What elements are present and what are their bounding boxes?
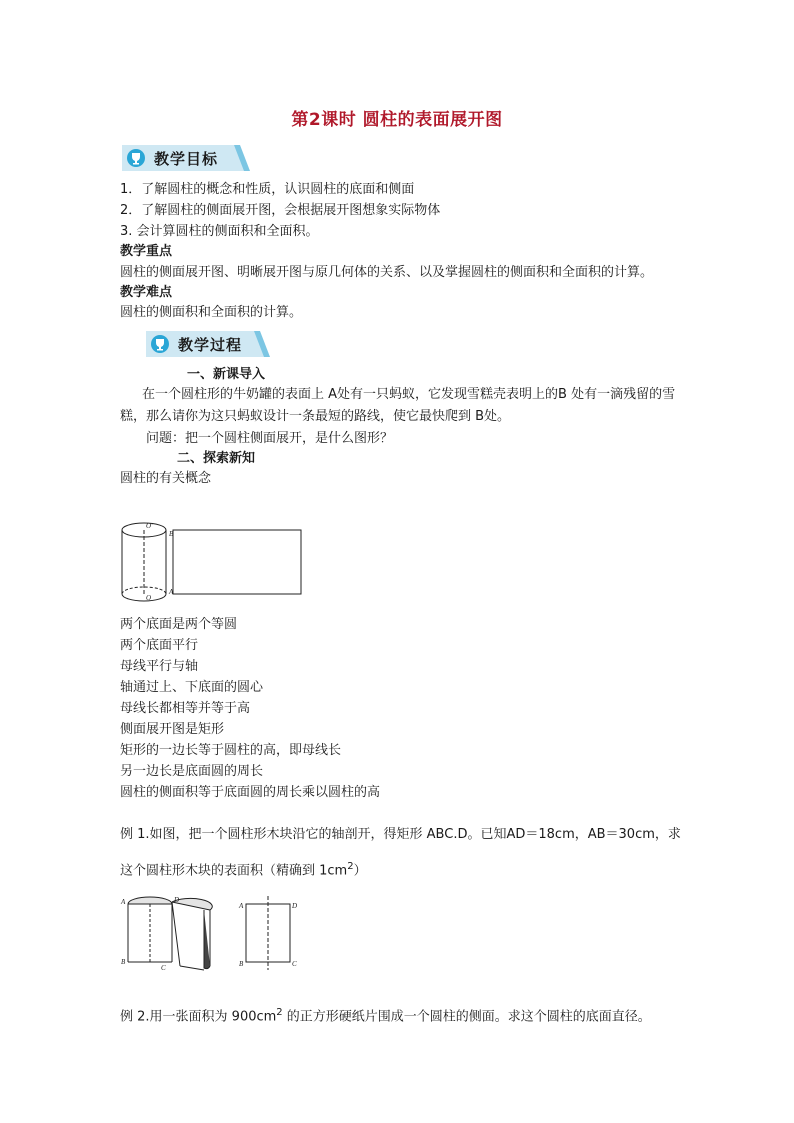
example1-line1: 例 1.如图，把一个圆柱形木块沿它的轴剖开，得矩形 ABC.D。已知AD＝18cm，AB＝30cm，求	[120, 827, 681, 842]
cylinder-cut-figure	[118, 892, 308, 974]
example2-superscript: 2	[276, 1007, 283, 1018]
label-d2: D	[292, 902, 298, 910]
label-b: B	[121, 958, 126, 966]
key-points-heading: 教学重点	[120, 244, 173, 259]
property-1: 两个底面是两个等圆	[120, 617, 238, 632]
section-banner-objectives	[122, 145, 250, 171]
section-banner-process	[146, 331, 270, 357]
example2-text: 例 2.用一张面积为 900cm	[120, 1009, 277, 1025]
label-o-bottom: O	[146, 594, 152, 602]
property-2: 两个底面平行	[120, 638, 199, 653]
property-6: 侧面展开图是矩形	[120, 722, 225, 737]
property-8: 另一边长是底面圆的周长	[120, 764, 264, 779]
label-o-top: O'	[146, 522, 153, 530]
label-b: B	[169, 530, 174, 538]
concept-label: 圆柱的有关概念	[120, 471, 212, 486]
label-a: A	[169, 588, 174, 596]
example1-line2	[120, 858, 367, 880]
example2-text-rest: 的正方形硬纸片围成一个圆柱的侧面。求这个圆柱的底面直径。	[282, 1009, 651, 1025]
objective-item-3: 3. 会计算圆柱的侧面积和全面积。	[120, 224, 319, 239]
difficult-points-text: 圆柱的侧面积和全面积的计算。	[120, 305, 303, 320]
banner-label: 教学目标	[154, 150, 219, 168]
key-points-text: 圆柱的侧面展开图、明晰展开图与原几何体的关系、以及掌握圆柱的侧面积和全面积的计算。	[120, 265, 654, 280]
property-5: 母线长都相等并等于高	[120, 701, 251, 716]
part1-heading: 一、新课导入	[187, 367, 266, 382]
property-9: 圆柱的侧面积等于底面圆的周长乘以圆柱的高	[120, 785, 381, 800]
example1-close: ）	[353, 863, 367, 879]
example2-line	[120, 1004, 651, 1026]
objective-item-2: 2．了解圆柱的侧面展开图，会根据展开图想象实际物体	[120, 203, 441, 218]
label-a2: A	[239, 902, 244, 910]
page-title: 第2课时 圆柱的表面展开图	[291, 110, 503, 130]
part2-heading: 二、探索新知	[177, 451, 256, 466]
difficult-points-heading: 教学难点	[120, 285, 173, 300]
question-text: 问题：把一个圆柱侧面展开，是什么图形？	[146, 431, 394, 446]
label-b2: B	[239, 960, 244, 968]
banner-label: 教学过程	[178, 336, 243, 354]
label-d: D	[174, 896, 180, 904]
objective-item-1: 1．了解圆柱的概念和性质，认识圆柱的底面和侧面	[120, 182, 415, 197]
label-a: A	[121, 898, 126, 906]
property-4: 轴通过上、下底面的圆心	[120, 680, 264, 695]
cylinder-unfold-figure	[118, 516, 308, 608]
part1-text: 在一个圆柱形的牛奶罐的表面上 A处有一只蚂蚁，它发现雪糕壳表明上的B 处有一滴残留的雪糕，那么请你为这只蚂蚁设计一条最短的路线，使它最快爬到 B处。	[120, 387, 676, 424]
property-7: 矩形的一边长等于圆柱的高，即母线长	[120, 743, 342, 758]
label-c2: C	[292, 960, 297, 968]
example1-text: 这个圆柱形木块的表面积（精确到 1cm	[120, 863, 348, 879]
property-3: 母线平行与轴	[120, 659, 199, 674]
label-c: C	[161, 964, 166, 972]
example1-superscript: 2	[347, 861, 354, 872]
